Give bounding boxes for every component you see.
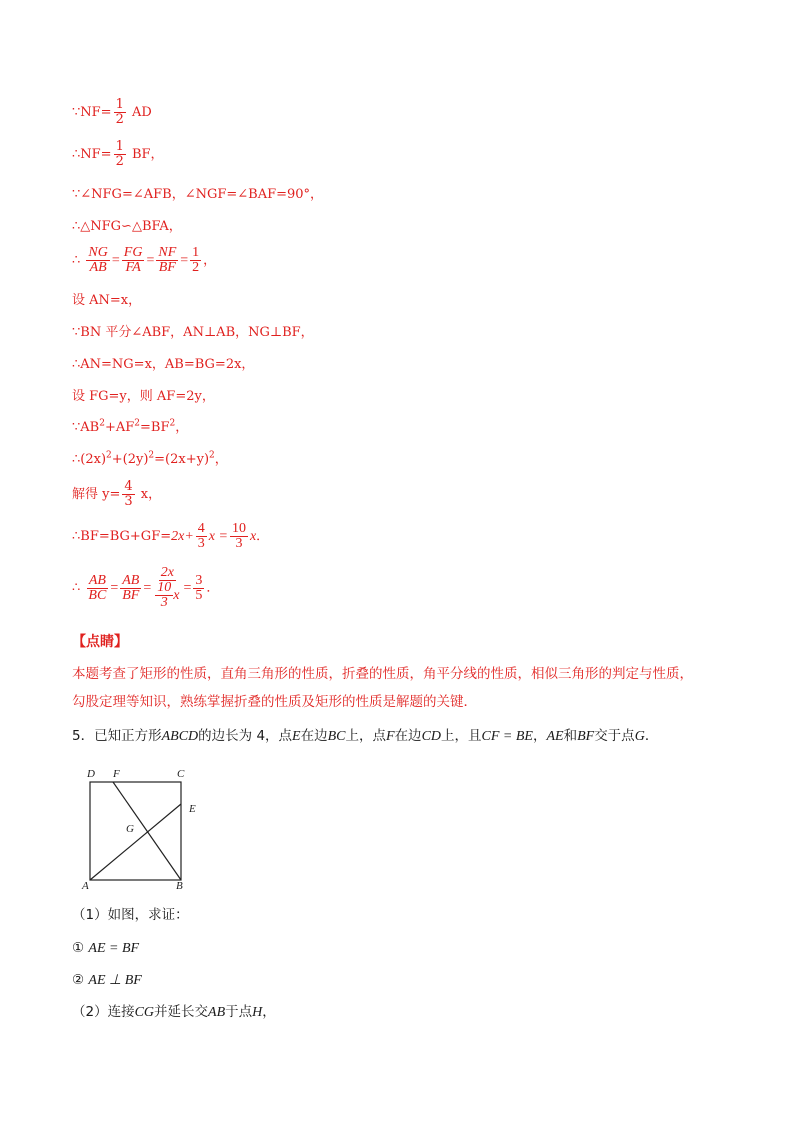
- superscript: 2: [106, 450, 112, 461]
- comment-text: [72, 660, 732, 716]
- superscript: 2: [148, 450, 155, 461]
- math-term: BC: [327, 729, 346, 744]
- label-a: A: [82, 880, 89, 892]
- solution-line-8: ∴AN=NG=x，AB=BG=2x，: [72, 357, 255, 372]
- segment-bf: [113, 782, 181, 880]
- fraction: [114, 98, 126, 127]
- denominator: 3: [160, 595, 168, 610]
- text: =BF: [140, 420, 170, 435]
- denominator: 2: [192, 260, 200, 275]
- comment-heading: 【点睛】: [72, 634, 128, 650]
- text: 5．已知正方形: [72, 728, 162, 744]
- math-term: CD: [421, 729, 442, 744]
- numerator: 10: [157, 580, 172, 595]
- text: ，: [175, 420, 189, 435]
- numerator: 1: [115, 139, 124, 154]
- solution-line-7: ∵BN 平分∠ABF，AN⊥AB，NG⊥BF，: [72, 325, 314, 340]
- text: 的边长为 4，点: [198, 728, 293, 744]
- text: 在边: [300, 728, 328, 744]
- denominator: [153, 581, 181, 610]
- solution-line-9: 设 FG=y，则 AF=2y，: [72, 389, 215, 404]
- text: 交于点: [594, 728, 635, 744]
- text: ∴: [72, 580, 81, 596]
- text: AD: [131, 105, 152, 120]
- text: BF，: [131, 147, 164, 162]
- fraction: [156, 246, 178, 275]
- label-b: B: [176, 880, 183, 892]
- numerator: 4: [124, 479, 133, 494]
- math-term: AE ⊥ BF: [88, 973, 142, 988]
- math-term: AB: [208, 1005, 226, 1020]
- text: ∴(2x): [72, 452, 107, 467]
- text: ．: [206, 580, 220, 596]
- fraction: [196, 522, 207, 551]
- math-term: G: [634, 729, 645, 744]
- question-1-part-2: [72, 971, 142, 990]
- math-term: 2x+: [171, 529, 194, 544]
- text: ∵AB: [72, 420, 100, 435]
- denominator: 2: [115, 112, 124, 127]
- superscript: 2: [169, 418, 176, 429]
- fraction: [114, 140, 126, 169]
- solution-line-10: [72, 419, 188, 437]
- text: =(2x+y): [154, 452, 210, 467]
- text: 并延长交: [154, 1004, 209, 1020]
- text: ∴NF=: [72, 147, 112, 162]
- comment-line-2: 勾股定理等知识，熟练掌握折叠的性质及矩形的性质是解题的关键．: [72, 694, 477, 710]
- denominator: AB: [89, 260, 107, 275]
- fraction: [86, 574, 108, 603]
- math-term: AE = BF: [88, 941, 140, 956]
- text: x，: [140, 487, 162, 502]
- superscript: 2: [134, 418, 140, 429]
- numerator: 10: [231, 521, 246, 536]
- question-1: （1）如图，求证：: [72, 907, 189, 923]
- text: 和: [563, 728, 578, 744]
- solution-line-5: ∴ $\frac{NG}{AB}$ = $\frac{FG}{FA}$ = $\frac{NF}{BF}$ = $\frac{1}{2}$ ，: [72, 245, 217, 275]
- circled-number: ②: [72, 972, 85, 988]
- label-e: E: [189, 803, 196, 815]
- math-term: x =: [208, 529, 228, 544]
- denominator: BF: [122, 587, 140, 603]
- fraction: [190, 246, 201, 275]
- label-c: C: [177, 768, 185, 780]
- text: 于点: [225, 1004, 253, 1020]
- math-term: x: [173, 587, 180, 603]
- superscript: 2: [99, 418, 105, 429]
- fraction: [122, 246, 145, 275]
- fraction: [122, 480, 134, 509]
- label-d: D: [87, 768, 95, 780]
- text: ，: [532, 728, 547, 744]
- denominator: FA: [125, 260, 141, 275]
- math-term: x: [249, 529, 257, 544]
- numerator: FG: [123, 245, 143, 260]
- numerator: 1: [192, 245, 200, 260]
- square-figure: [80, 762, 220, 892]
- text: ∴BF=BG+GF=: [72, 529, 172, 544]
- math-term: BF: [577, 729, 595, 744]
- question-1-part-1: [72, 939, 139, 958]
- numerator: 1: [115, 97, 124, 112]
- fraction: [193, 574, 204, 603]
- text: ∵NF=: [72, 105, 112, 120]
- solution-line-11: [72, 451, 228, 469]
- numerator: AB: [88, 572, 106, 588]
- solution-line-1: [72, 98, 152, 127]
- denominator: 2: [115, 154, 124, 169]
- problem-5-statement: [72, 727, 658, 746]
- fraction: [230, 522, 248, 551]
- label-g: G: [126, 823, 134, 835]
- text: ．: [256, 529, 270, 544]
- text: ，: [214, 452, 228, 467]
- text: ．: [644, 728, 659, 744]
- math-term: CG: [134, 1005, 155, 1020]
- circled-number: ①: [72, 940, 85, 956]
- text: +(2y): [111, 452, 149, 467]
- text: 上，且: [441, 728, 482, 744]
- solution-line-6: 设 AN=x，: [72, 293, 142, 308]
- numerator: 2x: [160, 565, 174, 580]
- math-term: AE: [546, 729, 564, 744]
- text: ∴: [72, 253, 81, 268]
- solution-line-13: [72, 522, 269, 551]
- fraction: [120, 574, 141, 603]
- math-term: CF = BE: [481, 729, 533, 744]
- text: ，: [203, 253, 217, 268]
- label-f: F: [113, 768, 120, 780]
- text: ，: [262, 1004, 276, 1020]
- comment-line-1: 本题考查了矩形的性质，直角三角形的性质，折叠的性质，角平分线的性质，相似三角形的判定与性质，: [72, 666, 693, 682]
- denominator: 3: [235, 536, 243, 551]
- math-term: H: [252, 1005, 263, 1020]
- fraction: [153, 566, 181, 610]
- denominator: BF: [158, 260, 176, 275]
- numerator: AB: [122, 572, 140, 588]
- solution-line-3: ∵∠NFG=∠AFB，∠NGF=∠BAF=90°，: [72, 187, 324, 202]
- solution-line-4: ∴△NFG∽△BFA，: [72, 219, 182, 234]
- denominator: 5: [195, 587, 203, 603]
- numerator: NG: [88, 245, 108, 260]
- numerator: 3: [195, 572, 203, 588]
- solution-line-14: ∴ $\frac{AB}{BC}$ = $\frac{AB}{BF}$ = 2x $\frac{10}{3}$ x = $\frac{3}{5}$ ．: [72, 565, 220, 610]
- denominator: BC: [88, 587, 107, 603]
- denominator: 3: [197, 536, 205, 551]
- math-term: ABCD: [161, 729, 199, 744]
- text: +AF: [104, 420, 135, 435]
- text: （2）连接: [72, 1004, 135, 1020]
- fraction: [86, 246, 109, 275]
- math-term: F: [386, 729, 395, 744]
- math-term: E: [292, 729, 301, 744]
- text: 上，点: [345, 728, 386, 744]
- numerator: NF: [158, 245, 177, 260]
- question-2: [72, 1003, 276, 1022]
- superscript: 2: [209, 450, 215, 461]
- numerator: 4: [197, 521, 205, 536]
- text: 解得 y=: [72, 487, 121, 502]
- denominator: 3: [124, 494, 133, 509]
- text: 在边: [394, 728, 422, 744]
- solution-line-2: [72, 140, 164, 169]
- fraction: [155, 581, 173, 610]
- solution-line-12: [72, 480, 161, 509]
- square-abcd: [90, 782, 181, 880]
